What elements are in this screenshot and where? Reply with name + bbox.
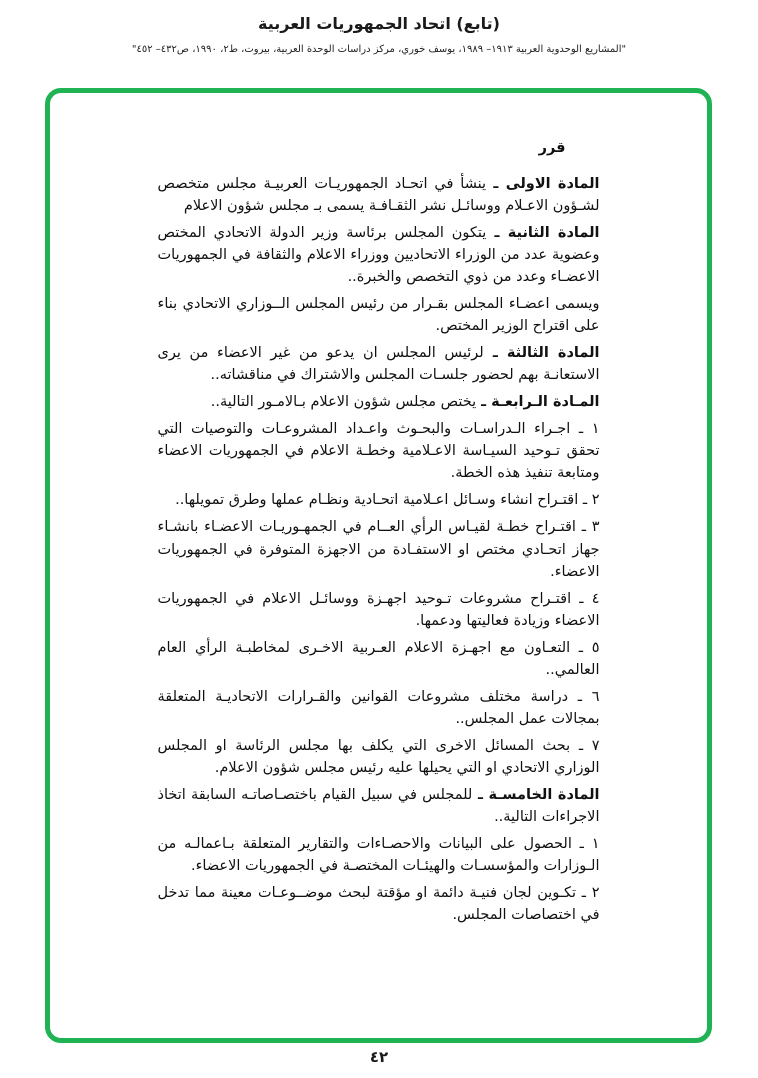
paragraph: المادة الثانية ـ يتكون المجلس برئاسة وزير الدولة الاتحادي المختص وعضوية عدد من الوزراء الاتحاديين ووزراء الاعلام والثقافة في الجمهوريات الاعضـاء وعدد من ذوي التخصص والخبرة.. xyxy=(157,225,600,286)
paragraph-lead: المادة الثانية ـ xyxy=(486,225,600,242)
paragraph: ويسمى اعضـاء المجلس بقـرار من رئيس المجلس الــوزاري الاتحادي بناء على اقتراح الوزير المختص. xyxy=(157,296,600,335)
page-number: ٤٢ xyxy=(369,1048,389,1066)
paragraph: ٤ ـ اقتـراح مشروعات تـوحيد اجهـزة ووسائـل الاعلام في الجمهوريات الاعضاء وزيادة فعاليتها ودعمها. xyxy=(157,590,600,629)
paragraph: المادة الخامسـة ـ للمجلس في سبيل القيام باختصـاصاتـه السابقة اتخاذ الاجراءات التالية.. xyxy=(157,786,600,825)
paragraph: ٦ ـ دراسة مختلف مشروعات القوانين والقـرارات الاتحاديـة المتعلقة بمجالات عمل المجلس.. xyxy=(157,688,600,727)
paragraph: ٣ ـ اقتـراح خطـة لقيـاس الرأي العــام في الجمهـوريـات الاعضـاء بانشـاء جهاز اتحـادي مختص او الاستفـادة من الاجهزة المتوفرة في الجمهوريات الاعضاء. xyxy=(157,519,600,580)
document-body xyxy=(158,137,600,926)
paragraph-lead: المادة الثالثة ـ xyxy=(483,345,600,362)
paragraph-lead: المادة الاولى ـ xyxy=(486,176,600,193)
paragraph-lead: المـادة الـرابعـة ـ xyxy=(476,394,600,411)
paragraph: ٢ ـ تكـوين لجان فنيـة دائمة او مؤقتة لبحث موضــوعـات معينة مما تدخل في اختصاصات المجلس. xyxy=(157,884,600,923)
paragraph: ١ ـ الحصول على البيانات والاحصـاءات والتقارير المتعلقة بـاعمالـه من الـوزارات والمؤسسـات والهيئـات المختصـة في الجمهوريات الاعضاء. xyxy=(157,835,600,874)
paragraph: المادة الثالثة ـ لرئيس المجلس ان يدعو من غير الاعضاء من يرى الاستعانـة بهم لحضور جلسـات المجلس والاشتراك في مناقشاته.. xyxy=(157,345,600,384)
paragraph: ٧ ـ بحث المسائل الاخرى التي يكلف بها مجلس الرئاسة او المجلس الوزاري الاتحادي او التي يحيلها عليه رئيس مجلس شؤون الاعلام. xyxy=(157,737,600,776)
paragraph: المادة الاولى ـ ينشأ في اتحـاد الجمهوريـات العربيـة مجلس متخصص لشـؤون الاعـلام ووسائـل نشر الثقـافـة يسمى بـ مجلس شؤون الاعلام xyxy=(157,176,600,215)
paragraph: ٢ ـ اقتـراح انشاء وسـائل اعـلامية اتحـادية ونظـام عملها وطرق تمويلها.. xyxy=(175,492,600,509)
page-header-title: (تابع) اتحاد الجمهوريات العربية xyxy=(258,14,500,33)
paragraph: ٥ ـ التعـاون مع اجهـزة الاعلام العـربية الاخـرى لمخاطبـة الرأي العام العالمي.. xyxy=(157,639,600,678)
document-green-frame xyxy=(45,88,712,1043)
paragraph-lead: المادة الخامسـة ـ xyxy=(472,786,600,803)
paragraph: المـادة الـرابعـة ـ يختص مجلس شؤون الاعلام بـالامـور التالية.. xyxy=(210,394,600,411)
citation-line: "المشاريع الوحدوية العربية ١٩١٣– ١٩٨٩، يوسف خوري، مركز دراسات الوحدة العربية، بيروت، ط٢، ١٩٩٠، ص٤٣٢– ٤٥٢" xyxy=(131,44,627,55)
paragraph: ١ ـ اجـراء الـدراسـات والبحـوث واعـداد المشروعـات والتوصيات التي تحقق تـوحيد السيـاسة الاعـلامية وخطـة الاعلام في الجمهوريات الاعضاء ومتابعة تنفيذ هذه الخطة. xyxy=(157,421,600,482)
decree-word: قرر xyxy=(538,140,566,156)
